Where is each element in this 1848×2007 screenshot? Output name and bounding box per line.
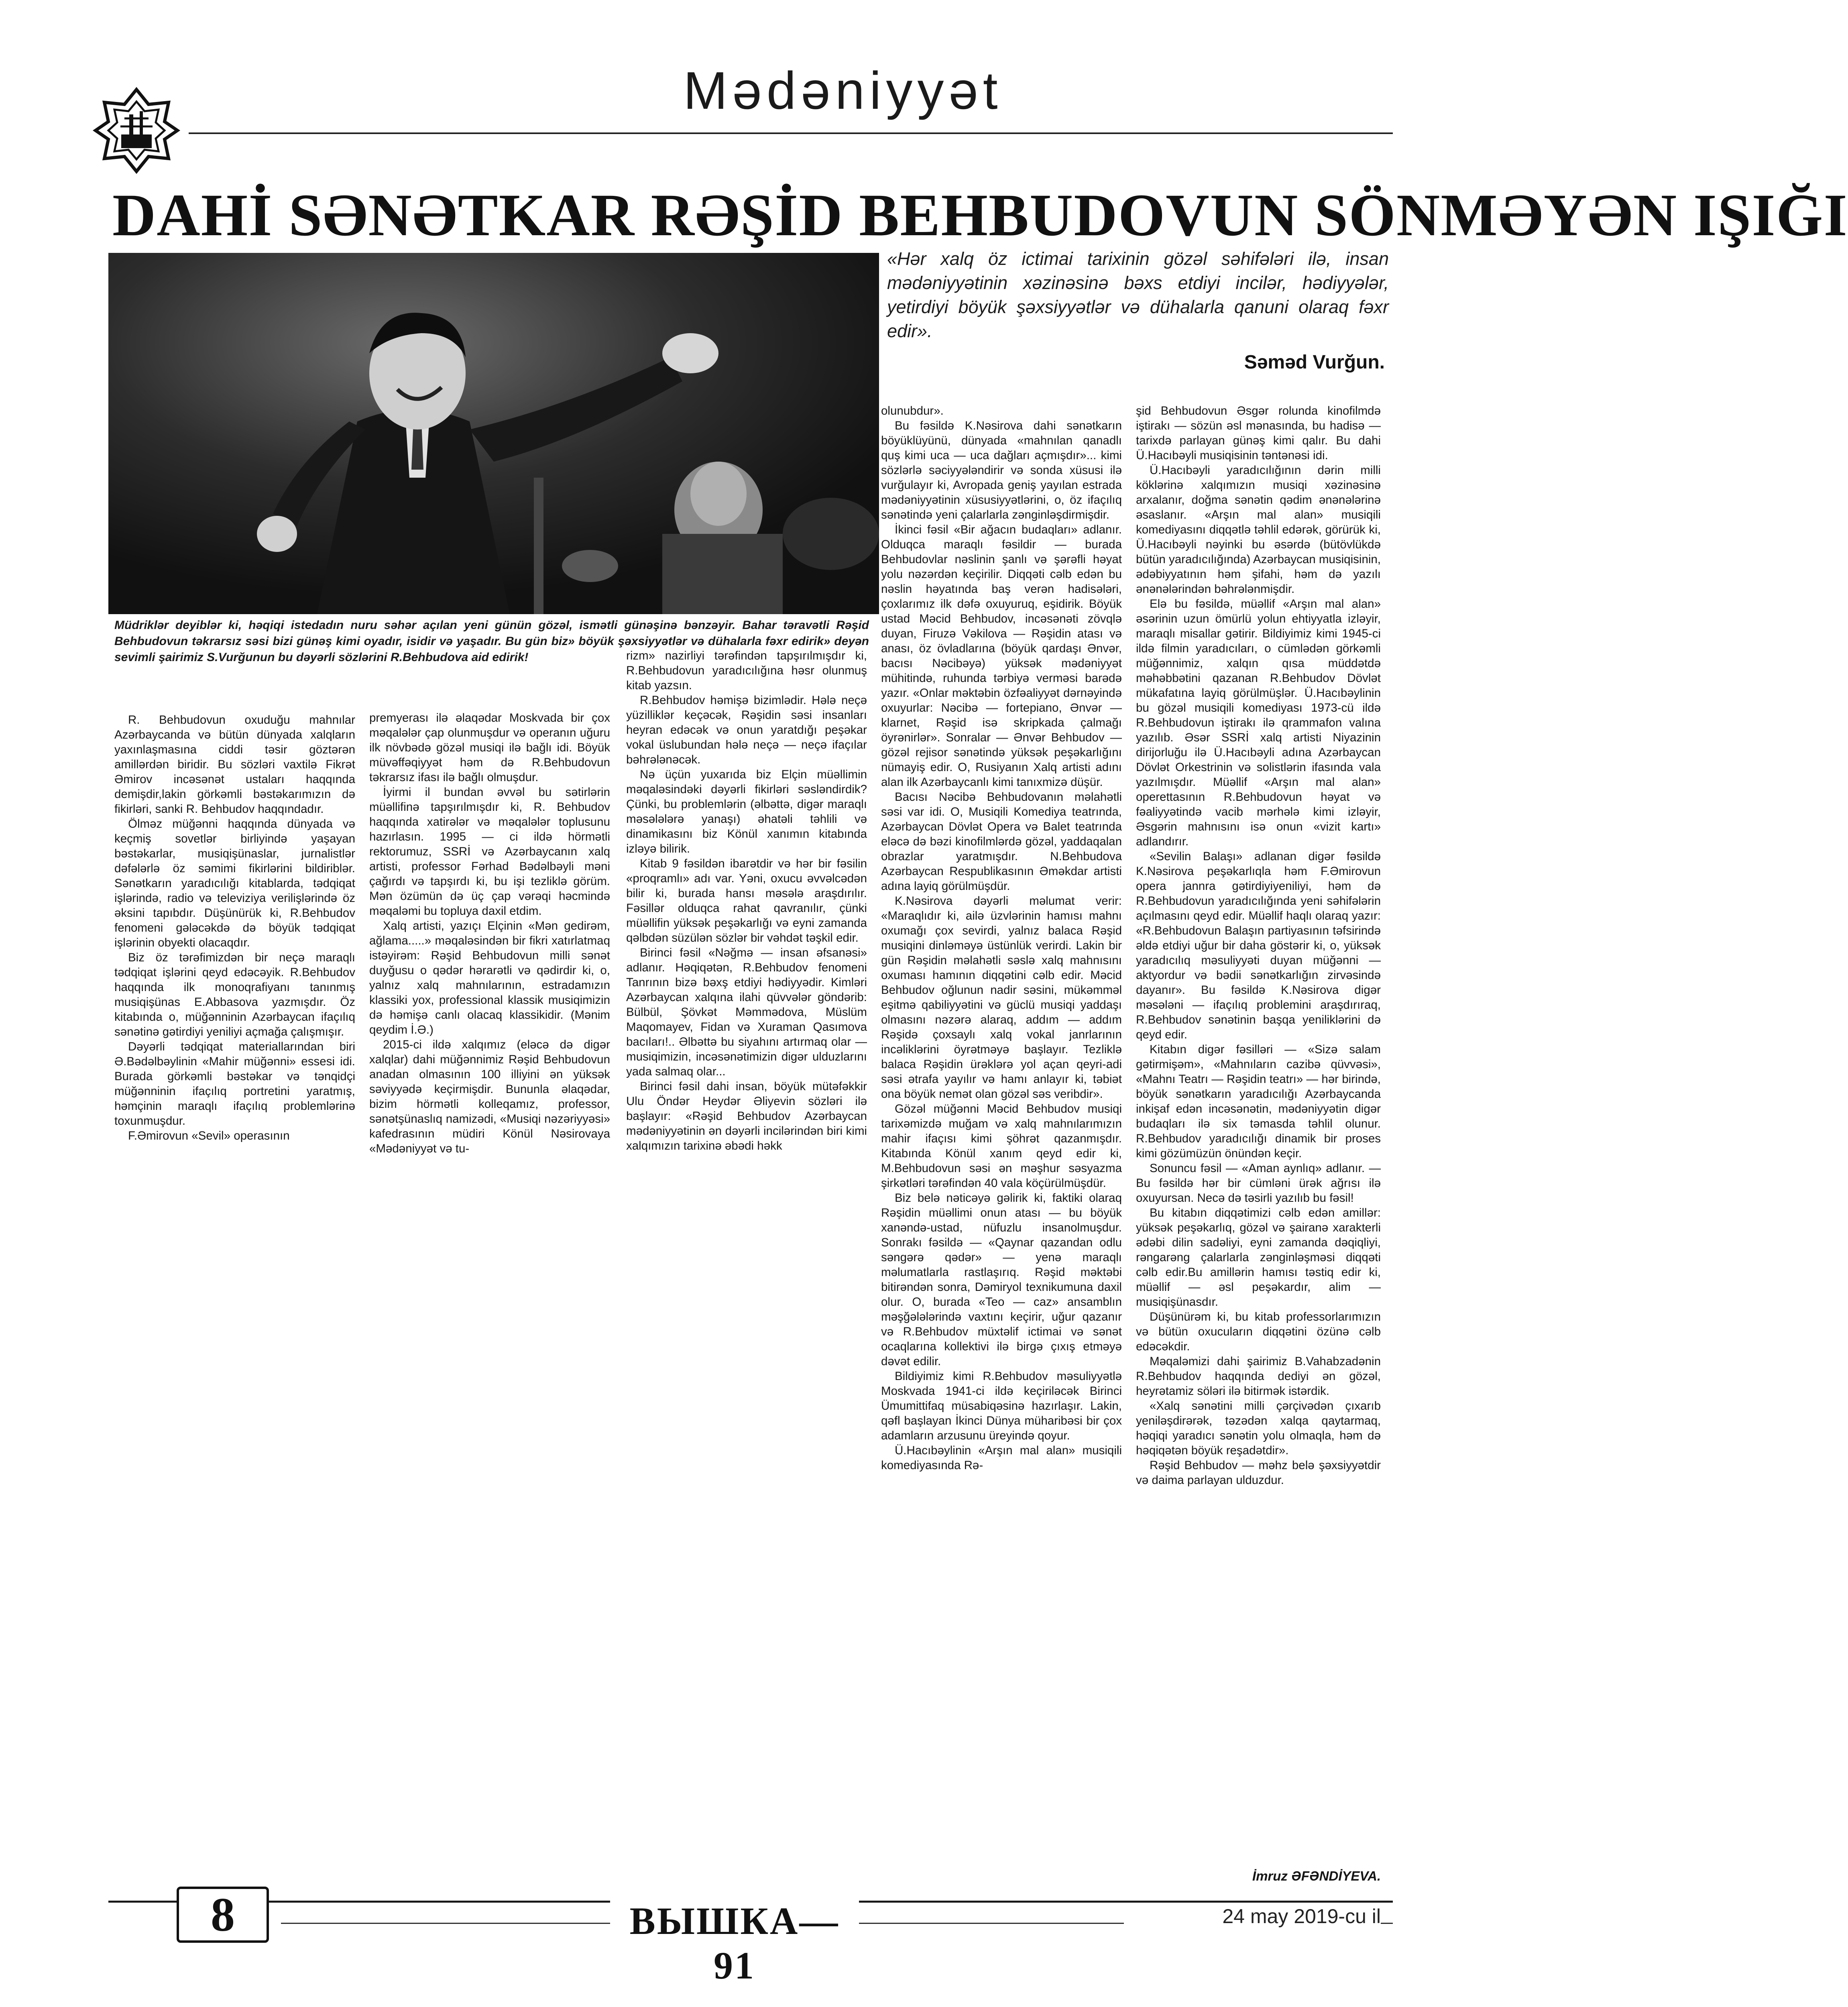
author-signature: İmruz ƏFƏNDİYEVA. [1252,1869,1381,1883]
epigraph-author: Səməd Vurğun. [1244,352,1385,373]
paragraph: olunubdur». [881,404,944,417]
paragraph: «Xalq sənətini milli çərçivədən çıxarıb yeniləşdirərək, təzədən xalqa qaytarmaq, həqiqi yaradıcı sənətin yolu olmaqla, həm də həqiqətən böyük reşadətdir». [1136,1399,1381,1457]
paragraph: R. Behbudovun oxuduğu mahnılar Azərbaycanda və bütün dünyada xalqların yaxınlaşmasına ciddi təsir göztərən amillərdən biridir. Bu sözləri vaxtilə Fikrət Əmirov incəsənət ustaları haqqında demişdir,lakin görkəmli bəstəkarımızın də fikirləri, sanki R. Behbudov haqqındadır. [114,713,355,816]
newspaper-name: ВЫШКА—91 [610,1899,859,1988]
paragraph: Ü.Hacıbəylinin «Arşın mal alan» musiqili komediyasında Rə- [881,1444,1122,1472]
article-column-1 [114,712,355,1395]
paragraph: Birinci fəsil dahi insan, böyük mütəfəkkir Ulu Öndər Heydər Əliyevin sözləri ilə başlayır: «Rəşid Behbudov Azərbaycan mədəniyyətinin ən dəyərli incilərindən biri kimi xalqımızın tarixinə əbədi həkk [626,1080,867,1152]
singer-photo [108,253,879,614]
paragraph: Kitabın digər fəsilləri — «Sizə salam gətirmişəm», «Mahnıların cazibə qüvvəsi», «Mahnı Teatrı — Rəşidin teatrı» — hər birində, böyük sənətkarın yaradıcılığı Azərbaycanda inkişaf edən incəsənətin, mədəniyyətin digər budaqları ilə six təmasda təhlil olunur. R.Behbudov yaradıcılığı dinamik bir proses kimi gözümüzün önündən keçir. [1136,1043,1381,1160]
article-column-2 [369,710,610,1397]
paragraph: İyirmi il bundan əvvəl bu sətirlərin müəllifinə tapşırılmışdır ki, R. Behbudov haqqında xatirələr və məqalələr toplusunu hazırlasın. 1995 — ci ildə hörmətli rektorumuz, SSRİ və Azərbaycanın xalq artisti, professor Fərhad Bədəlbəyli məni çağırdı və tapşırdı ki, bu işi tezliklə görüm. Mən özümün də üç çap vərəqi həcmində məqaləmi bu topluya daxil etdim. [369,786,610,918]
article-headline: DAHİ SƏNƏTKAR RƏŞİD BEHBUDOVUN SÖNMƏYƏN IŞIĞI [112,182,1848,248]
photo-caption: Müdriklər deyiblər ki, həqiqi istedadın nuru səhər açılan yeni günün gözəl, ismətli günəşinə bənzəyir. Bahar təravətli Rəşid Behbudovun təkrarsız səsi bizi günəş kimi oyadır, isidir və yaşadır. Bu gün biz» böyük şəxsiyyətlər və dühalarla fəxr edirik» deyən sevimli şairimiz S.Vurğunun bu dəyərli sözlərini R.Behbudova aid edirik! [114,619,869,664]
paragraph: Bu kitabın diqqətimizi cəlb edən amillər: yüksək peşəkarlıq, gözəl və şairanə xarakterli ədəbi dilin sadəliyi, eyni zamanda dəqiqliyi, rəngarəng çalarlarla zənginləşməsi diqqəti cəlb edir.Bu amillərin hamısı təstiq edir ki, müəllif — əsl peşəkardır, alim — musiqişünasdır. [1136,1206,1381,1309]
paragraph: F.Əmirovun «Sevil» operasının [128,1129,290,1142]
section-title: Mədəniyyət [683,61,1003,120]
paragraph: Bu fəsildə K.Nəsirova dahi sənətkarın böyüklüyünü, dünyada «mahnılan qanadlı quş kimi uca — uca dağları açmışdır»... kimi sözlərlə səciyyələndirir və sonda xüsusi ilə vurğulayır ki, Avropada geniş yayılan estrada mədəniyyətinin xüsusiyyətlərini, o, öz ifaçılıq sənətində yeni çalarlarla zənginləşdirmişdir. [881,419,1122,521]
paragraph: Rəşid Behbudov — məhz belə şəxsiyyətdir və daima parlayan ulduzdur. [1136,1459,1381,1487]
paragraph: Ölməz müğənni haqqında dünyada və keçmiş sovetlər birliyində yaşayan bəstəkarlar, musiqişünaslar, jurnalistlər dəfələrlə öz səmimi fikirlərini bildiriblər. Sənətkarın yaradıcılığı kitablarda, tədqiqat işlərində, radio və televiziya verilişlərində öz əksini tapıbdır. Düşünürük ki, R.Behbudov fenomeni gələcəkdə də böyük tədqiqat işlərinin obyekti olacaqdır. [114,817,355,949]
paragraph: premyerası ilə əlaqədar Moskvada bir çox məqalələr çap olunmuşdur və operanın uğuru ilk növbədə gözəl musiqi ilə bağlı idi. Böyük müvəffəqiyyət həm də R.Behbudovun təkrarsız ifası ilə bağlı olmuşdur. [369,711,610,784]
paragraph: Bildiyimiz kimi R.Behbudov məsuliyyətlə Moskvada 1941-ci ildə keçiriləcək Birinci Ümumittifaq müsabiqəsinə hazırlaşır. Lakin, qəfl başlayan İkinci Dünya müharibəsi bir çox adamların arzusunu üreyində qoyur. [881,1370,1122,1442]
paragraph: 2015-ci ildə xalqımız (eləcə də digər xalqlar) dahi müğənnimiz Rəşid Behbudovun anadan olmasının 100 illiyini ən yüksək səviyyədə keçirmişdir. Bununla əlaqədar, bizim hörmətli kolleqamız, professor, sənətşünaslıq namizədi, «Musiqi nəzəriyyəsi» kafedrasının müdiri Könül Nəsirovaya «Mədəniyyət və tu- [369,1038,610,1155]
epigraph-quote: «Hər xalq öz ictimai tarixinin gözəl səhifələri ilə, insan mədəniyyətinin xəzinəsinə bəxs etdiyi incilər, hədiyyələr, yetirdiyi böyük şəxsiyyətlər və dühalarla qanuni olaraq fəxr edir». [887,248,1389,341]
paragraph: şid Behbudovun Əsgər rolunda kinofilmdə iştirakı — sözün əsl mənasında, bu hadisə — tarixdə parlayan günəş kimi qalır. Bu dahi Ü.Hacıbəyli musiqisinin təntənəsi idi. [1136,404,1381,462]
paragraph: Dəyərli tədqiqat materiallarından biri Ə.Bədəlbəylinin «Mahir müğənni» essesi idi. Burada görkəmli bəstəkar və tənqidçi müğənninin ifaçılıq portretini yaratmış, həmçinin maraqlı ifaçılıq problemlərinə toxunmuşdur. [114,1040,355,1128]
paragraph: Biz belə nəticəyə gəlirik ki, faktiki olaraq Rəşidin müəllimi onun atası — bu böyük xanəndə-ustad, nüfuzlu insanolmuşdur. Sonrakı fəsildə — «Qaynar qazandan odlu səngərə qədər» — yenə maraqlı məlumatlarla rastlaşırıq. Rəşid məktəbi bitirəndən sonra, Dəmiryol texnikumuna daxil olur. O, burada «Teo — caz» ansamblın məşğələlərində vaxtını keçirir, uğur qazanır və R.Behbudov müxtəlif ictimai və sənət ocaqlarına kollektivi ilə birgə çıxış etməyə dəvət edilir. [881,1191,1122,1368]
paragraph: Bacısı Nəcibə Behbudovanın məlahətli səsi var idi. O, Musiqili Komediya teatrında, Azərbaycan Dövlət Opera və Balet teatrında eləcə də bəzi kinofilmlərdə gözəl, yaddaqalan obrazlar yaratmışdır. N.Behbudova Azərbaycan Respublikasının Əməkdar artisti adına layiq görülmüşdür. [881,790,1122,893]
article-column-5 [1136,403,1381,1869]
header-divider [189,132,1393,134]
paragraph: Biz öz tərəfimizdən bir neçə maraqlı tədqiqat işlərini qeyd edəcəyik. R.Behbudov haqqında ilk monoqrafiyanı tanınmış musiqişünas E.Abbasova yazmışdır. Öz kitabında o, müğənninin Azərbaycan ifaçılıq sənətinə gətirdiyi yeniliyi açmağa çalışmışır. [114,951,355,1038]
paragraph: Nə üçün yuxarıda biz Elçin müəllimin məqaləsindəki dəyərli fikirləri səsləndirdik? Çünki, bu problemlərin (əlbəttə, digər maraqlı məsələlərə yanaşı) əhatəli təhlili və dinamikasını biz Könül xanımın kitabında izləyə bilirik. [626,768,867,855]
paragraph: Xalq artisti, yazıçı Elçinin «Mən gedirəm, ağlama.....» məqaləsindən bir fikri xatırlatmaq istəyirəm: Rəşid Behbudovun milli sənət duyğusu o qədər hərarətli və qədirdir ki, o, yalnız xalq mahnılarının, estradamızın klassiki yox, professional klassik musiqimizin də həmişə canlı olacaq klassikidir. (Mənim qeydim İ.Ə.) [369,919,610,1036]
paragraph: K.Nəsirova dəyərli məlumat verir: «Maraqlıdır ki, ailə üzvlərinin hamısı mahnı oxumağı çox sevirdi, yalnız balaca Rəşid musiqini dinləməyə üstünlük verirdi. Lakin bir gün Rəşidin məlahətli səslə xalq mahnısını oxuması hamının diqqətini cəlb edir. Məcid Behbudov oğlunun nadir səsini, mükəmməl eşitmə qabiliyyətini və güclü musiqi yaddaşı olmasını nəzərə alaraq, addım — addım Rəşidə çoxsaylı xalq vokal janrlarının incəliklərini öyrətməyə başlayır. Tezliklə balaca Rəşidin ürəklərə yol açan qeyri-adi səsi ətrafa yayılır və hamı anlayır ki, təbiət ona böyük nemət olan gözəl səs veribdir». [881,894,1122,1101]
article-column-4 [881,403,1122,1881]
paragraph: rizm» nazirliyi tərəfindən tapşırılmışdır ki, R.Behbudovun yaradıcılığına həsr olunmuş kitab yazsın. [626,649,867,692]
newspaper-emblem-icon [92,86,181,175]
paragraph: Birinci fəsil «Nəğmə — insan əfsanəsi» adlanır. Həqiqətən, R.Behbudov fenomeni Tanrının bizə bəxş etdiyi hədiyyədir. Kimləri Azərbaycan xalqına ilahi qüvvələr göndərib: Bülbül, Şövkət Məmmədova, Müslüm Maqomayev, Fidan və Xuraman Qasımova bacıları!.. Əlbəttə bu siyahını artırmaq olar — musiqimizin, incəsənətimizin digər ulduzlarını yada salmaq olar... [626,946,867,1078]
paragraph: R.Behbudov həmişə bizimlədir. Hələ neçə yüzilliklər keçəcək, Rəşidin səsi insanları heyran edəcək və onun yaratdığı peşəkar vokal üslubundan hələ neçə — neçə ifaçılar bəhrələnəcək. [626,694,867,766]
paragraph: İkinci fəsil «Bir ağacın budaqları» adlanır. Olduqca maraqlı fəsildir — burada Behbudovlar nəslinin şanlı və şərəfli həyat yolu nəzərdən keçirilir. Diqqəti cəlb edən bu nəslin həyatında baş verən hadisələri, çoxlarımız ilk dəfə oxuyuruq, eşidirik. Böyük ustad Məcid Behbudov, incəsənəti zövqlə duyan, Firuzə Vəkilova — Rəşidin atası və anası, öz övladlarına (böyük qardaşı Ənvər, bacısı Nəcibəyə) yüksək mədəniyyət mühitində, ruhunda tərbiyə verməsi barədə yazır. «Onlar məktəbin özfəaliyyət dərnəyində oxuyurlar: Nəcibə — fortepiano, Ənvər — klarnet, Rəşid isə skripkada çalmağı öyrənirlər». Sonralar — Ənvər Behbudov — gözəl rejisor sənətində yüksək peşəkarlığını nümayiş edir. O, Rusiyanın Xalq artisti adını alan ilk Azərbaycanlı kimi tanıxmizə düşür. [881,523,1122,789]
paragraph: Məqaləmizi dahi şairimiz B.Vahabzadənin R.Behbudov haqqında dediyi ən gözəl, heyrətamiz söləri ilə bitirmək istərdik. [1136,1355,1381,1398]
page-number: 8 [177,1887,269,1943]
paragraph: Ü.Hacıbəyli yaradıcılığının dərin milli köklərinə xalqımızın musiqi xəzinəsinə arxalanır, doğma sənətin qədim ənənələrinə əsaslanır. «Arşın mal alan» musiqili komediyasını diqqətlə təhlil edərək, görürük ki, Ü.Hacıbəyli nəyinki bu əsərdə (bütövlükdə bütün yaradıcılığında) Azərbaycan musiqisinin, ədəbiyyatının həm şifahi, həm də yazılı ənənələrindən bəhrələnmişdir. [1136,464,1381,596]
issue-date: 24 may 2019-cu il [1124,1905,1381,1928]
paragraph: «Sevilin Balaşı» adlanan digər fəsildə K.Nəsirova peşəkarlıqla həm F.Əmirovun opera jannra gətirdiyiyeniliyi, həm də R.Behbudovun yaradıcılığında yeni səhifələrin açılmasını qeyd edir. Müəllif haqlı olaraq yazır: «R.Behbudovun Balaşın partiyasının təfsirində əldə etdiyi uğur bir daha göstərir ki, o, yüksək yaradıcılıq məsuliyyəti duyan müğənni — aktyordur və bədii sənətkarlığın zirvəsində dayanır». Bu fəsildə K.Nəsirova digər məsələni — ifaçılıq problemini araşdırıraq, R.Behbudov sənətinin başqa yeniliklərini də qeyd edir. [1136,850,1381,1041]
paragraph: Elə bu fəsildə, müəllif «Arşın mal alan» əsərinin uzun ömürlü yolun ehtiyyatla izləyir, maraqlı misallar gətirir. Bildiyimiz kimi 1945-ci ildə filmin yaradıcıları, o cümlədən görkəmli müğənnimiz, xalqın qısa müddətdə məhəbbətini qazanan R.Behbudov Dövlət mükafatına layiq görülmüşlər. Ü.Hacıbəylinin bu gözəl musiqili komediyası 1973-cü ildə R.Behbudovun iştirakı ilə qrammafon valına yazılıb. Əsər SSRİ xalq artisti Niyazinin dirijorluğu ilə Ü.Hacıbəyli adına Azərbaycan Dövlət Orkestrinin və solistlərin ifasında vala yazılmışdır. Müəllif «Arşın mal alan» operettasının R.Behbudovun həyat və fəaliyyətində vacib mərhələ kimi izləyir, Əsgərin mahnısını isə onun «vizit kartı» adlandırır. [1136,597,1381,848]
paragraph: Düşünürəm ki, bu kitab professorlarımızın və bütün oxucuların diqqətini özünə cəlb edəcəkdir. [1136,1310,1381,1353]
paragraph: Gözəl müğənni Məcid Behbudov musiqi tarixəmizdə muğam və xalq mahnılarımızın mahir ifaçısı kimi şöhrət qazanmışdır. Kitabında Könül xanım qeyd edir ki, M.Behbudovun səsi ən məşhur səsyazma şirkətləri tərəfindən 40 vala köçürülmüşdür. [881,1102,1122,1190]
article-column-3 [626,648,867,1395]
paragraph: Kitab 9 fəsildən ibarətdir və hər bir fəsilin «proqramlı» adı var. Yəni, oxucu əvvəlcədən bilir ki, burada hansı məsələ araşdırılır. Fəsillər olduqca rahat qavranılır, çünki müəllifin yüksək peşəkarlığı və eyni zamanda qəlbdən süzülən sözlər bir vəhdət təşkil edir. [626,857,867,944]
paragraph: Sonuncu fəsil — «Aman aynlıq» adlanır. — Bu fəsildə hər bir cümləni ürək ağrısı ilə oxuyursan. Necə də təsirli yazılıb bu fəsil! [1136,1162,1381,1205]
